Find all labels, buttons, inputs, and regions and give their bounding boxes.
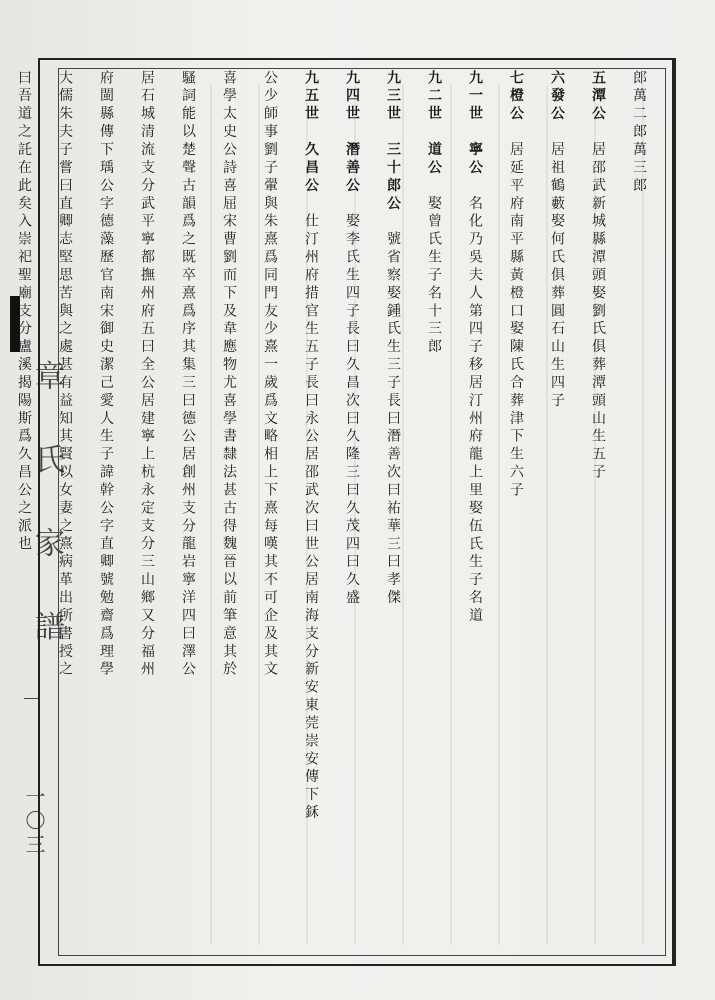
generation-label: 九三世: [385, 70, 401, 124]
spacer: [303, 124, 319, 142]
text-column: [253, 70, 287, 950]
entry-heading: 五潭公: [590, 70, 606, 124]
entry-body: 騷詞能以楚聲古韻爲之既卒熹爲序其集三曰德公居創州支分龍岩寧洋四曰澤公: [180, 70, 196, 680]
entry-body: 名化乃吳夫人第四子移居汀州府龍上里娶伍氏生子名道: [467, 195, 483, 626]
generation-label: 九二世: [426, 70, 442, 124]
margin-book-title: 章 氏 家 譜: [29, 360, 64, 663]
entry-body: 居石城清流支分武平寧都撫州府五曰全公居建寧上杭永定支分三山鄉又分福州: [139, 70, 155, 680]
text-column: [499, 70, 533, 950]
spacer: [549, 124, 565, 142]
text-column: [89, 70, 123, 950]
entry-body: 大儒朱夫子嘗曰直卿志堅思苦與之處甚有益知其賢以女妻之熹病革出所書授之: [57, 70, 73, 680]
generation-column: [376, 70, 410, 950]
entry-body: 娶曾氏生子名十三郎: [426, 195, 442, 357]
generation-column: [458, 70, 492, 950]
spacer: [385, 124, 401, 142]
entry-heading: 六發公: [549, 70, 565, 124]
generation-label: 九五世: [303, 70, 319, 124]
spacer: [508, 124, 524, 142]
text-column: [581, 70, 615, 950]
spacer: [590, 124, 606, 142]
generation-column: [294, 70, 328, 950]
text-column: [171, 70, 205, 950]
entry-body: 仕汀州府措官生五子長曰永公居邵武次曰世公居南海支分新安東莞崇安傳下鉌: [303, 213, 319, 823]
entry-heading: 七橙公: [508, 70, 524, 124]
ancestor-name: 潛善公: [344, 141, 360, 196]
entry-body: 公少師事劉子翬與朱熹爲同門友少熹一歲爲文略相上下熹每嘆其不可企及其文: [262, 70, 278, 680]
entry-body: 曰吾道之託在此矣入崇祀聖廟支分盧溪揭陽斯爲久昌公之派也: [16, 70, 32, 554]
generation-label: 九四世: [344, 70, 360, 124]
spacer: [344, 195, 360, 213]
entry-body: 娶李氏生四子長曰久昌次曰久隆三曰久茂四曰久盛: [344, 213, 360, 608]
text-column: [212, 70, 246, 950]
spacer: [467, 124, 483, 142]
spacer: [467, 178, 483, 196]
text-column: [48, 70, 82, 950]
ancestor-name: 道公: [426, 141, 442, 178]
spacer: [426, 124, 442, 142]
generation-column: [417, 70, 451, 950]
ancestor-name: 三十郎公: [385, 141, 401, 214]
page-number: 一〇三: [22, 786, 46, 858]
text-column: [7, 70, 41, 950]
entry-body: 居邵武新城縣潭頭娶劉氏俱葬潭頭山生五子: [590, 141, 606, 483]
spacer: [426, 178, 442, 196]
spacer: [344, 124, 360, 142]
entry-body: 居延平府南平縣黃橙口娶陳氏合葬津下生六子: [508, 141, 524, 501]
entry-body: 號省察娶鍾氏生三子長曰潛善次曰祐華三曰孝傑: [385, 231, 401, 608]
entry-body: 府閩縣傳下瑀公字德藻歷官南宋御史潔己愛人生子諱幹公字直卿號勉齋爲理學: [98, 70, 114, 680]
ancestor-name: 寧公: [467, 141, 483, 178]
ancestor-name: 久昌公: [303, 141, 319, 196]
text-column: [540, 70, 574, 950]
text-column: [622, 70, 656, 950]
entry-body: 郎萬二郎萬三郎: [631, 70, 647, 196]
spacer: [303, 195, 319, 213]
generation-label: 九一世: [467, 70, 483, 124]
text-column: [130, 70, 164, 950]
spacer: [385, 213, 401, 231]
generation-column: [335, 70, 369, 950]
entry-body: 居祖鶴藪娶何氏俱葬圓石山生四子: [549, 141, 565, 411]
entry-body: 喜學太史公詩喜屈宋曹劉而下及韋應物尤喜學書隸法甚古得魏晉以前筆意其於: [221, 70, 237, 680]
